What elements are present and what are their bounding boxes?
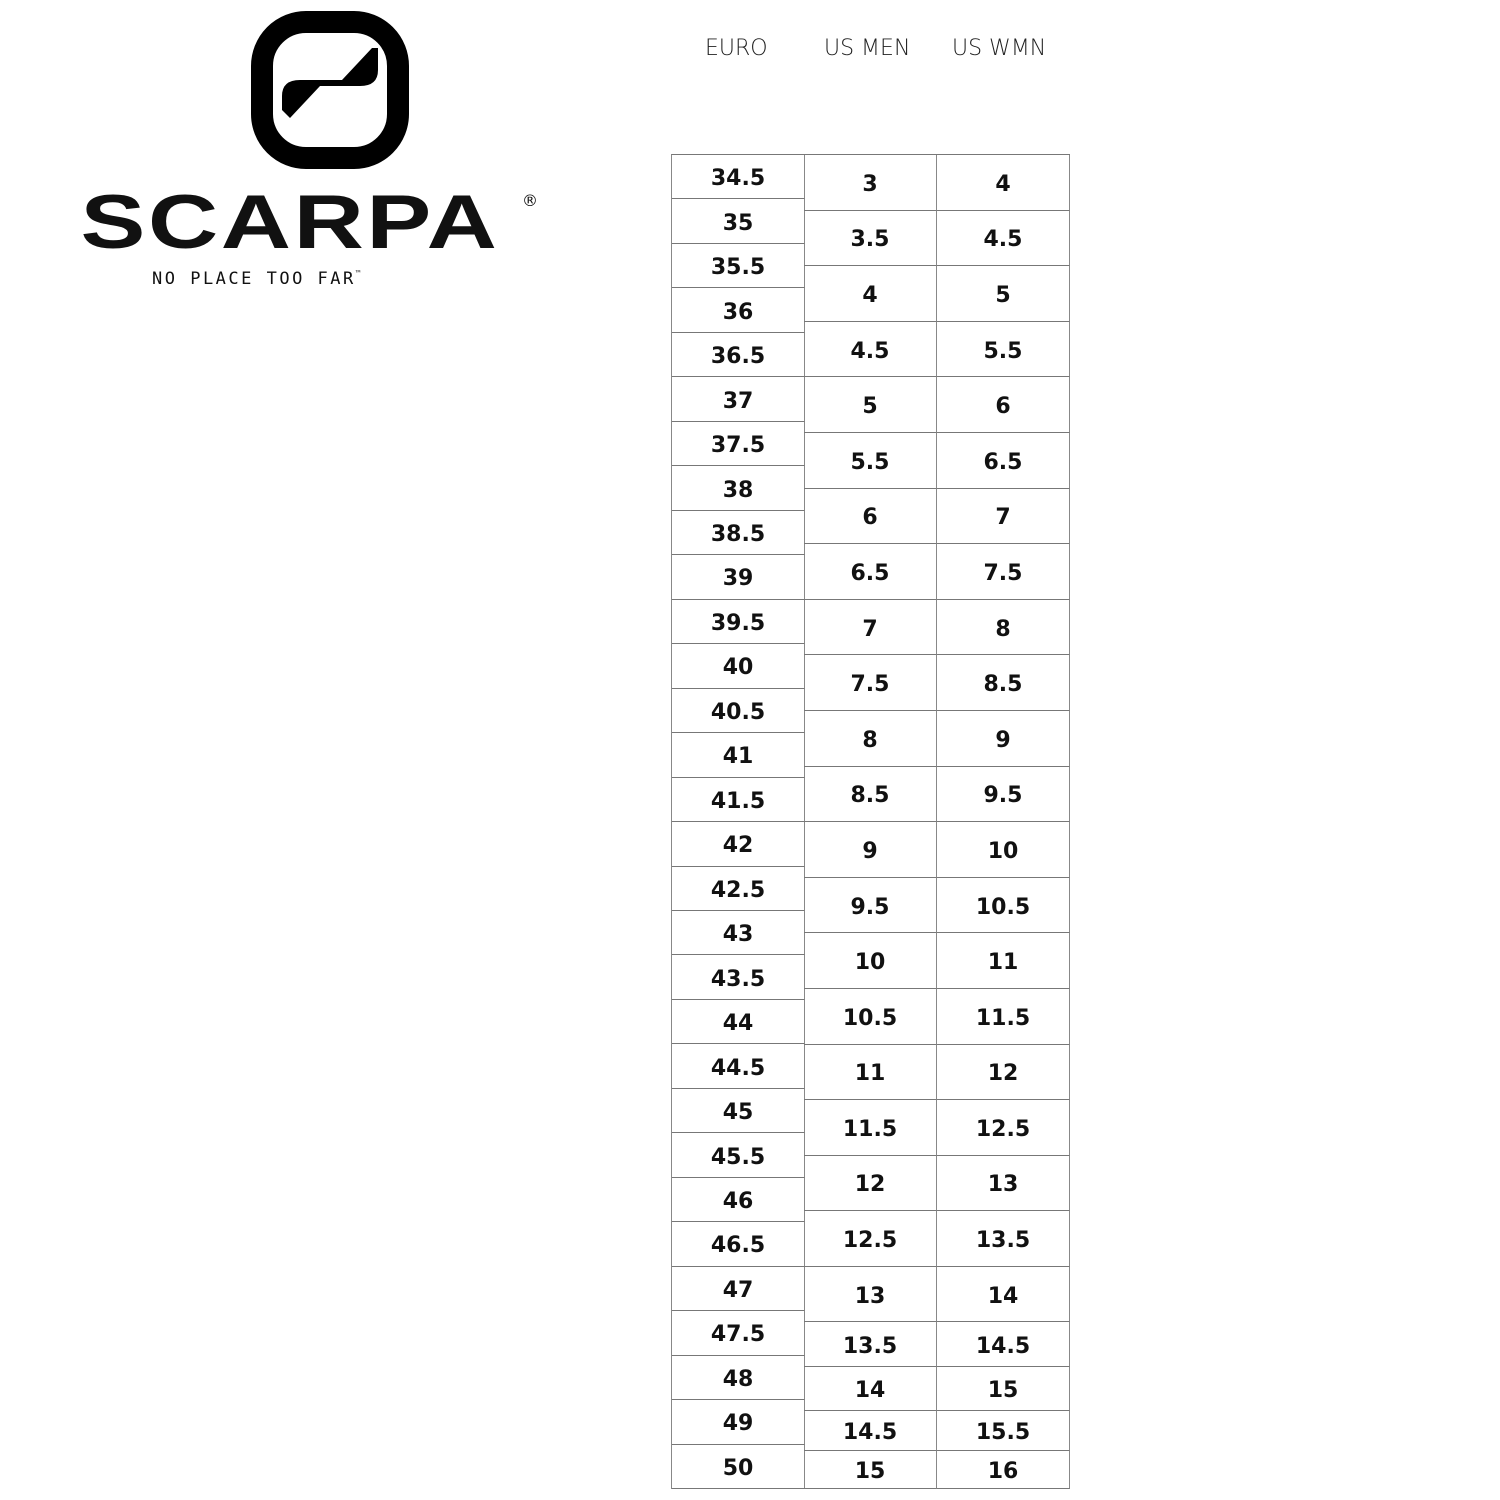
us-wmn-cell: 7.5 [937, 544, 1070, 600]
us-men-cell: 7 [804, 600, 937, 656]
us-men-cell: 11.5 [804, 1100, 937, 1156]
us-men-cell: 5 [804, 377, 937, 433]
euro-cell: 36.5 [672, 333, 805, 377]
us-wmn-cell: 6.5 [937, 433, 1070, 489]
euro-cell: 47.5 [672, 1311, 805, 1355]
us-men-cell: 3 [804, 155, 937, 211]
us-wmn-cell: 14.5 [937, 1322, 1070, 1367]
euro-cell: 43 [672, 911, 805, 955]
us-men-cell: 14.5 [804, 1411, 937, 1451]
euro-cell: 40.5 [672, 689, 805, 733]
us-wmn-column [937, 154, 1070, 1489]
us-men-cell: 3.5 [804, 211, 937, 267]
euro-cell: 35.5 [672, 244, 805, 288]
euro-cell: 44.5 [672, 1044, 805, 1088]
euro-cell: 42 [672, 822, 805, 866]
euro-cell: 45 [672, 1089, 805, 1133]
us-men-cell: 12 [804, 1156, 937, 1212]
us-wmn-cell: 10 [937, 822, 1070, 878]
euro-cell: 44 [672, 1000, 805, 1044]
euro-cell: 41.5 [672, 778, 805, 822]
us-men-cell: 7.5 [804, 655, 937, 711]
euro-cell: 45.5 [672, 1133, 805, 1177]
euro-cell: 46 [672, 1178, 805, 1222]
us-wmn-cell: 7 [937, 489, 1070, 545]
euro-column [671, 154, 805, 1489]
us-wmn-cell: 5 [937, 266, 1070, 322]
scarpa-emblem-icon [250, 10, 410, 170]
euro-cell: 49 [672, 1400, 805, 1444]
us-wmn-cell: 10.5 [937, 878, 1070, 934]
euro-cell: 39.5 [672, 600, 805, 644]
us-men-cell: 8 [804, 711, 937, 767]
euro-cell: 36 [672, 288, 805, 332]
registered-mark: ® [522, 191, 538, 210]
trademark: ™ [355, 269, 364, 278]
euro-cell: 47 [672, 1267, 805, 1311]
scarpa-logo [40, 5, 540, 295]
euro-cell: 37 [672, 377, 805, 421]
us-men-cell: 6 [804, 489, 937, 545]
us-wmn-cell: 8 [937, 600, 1070, 656]
us-wmn-cell: 11 [937, 933, 1070, 989]
euro-cell: 48 [672, 1356, 805, 1400]
euro-cell: 38 [672, 466, 805, 510]
us-men-cell: 10 [804, 933, 937, 989]
us-men-cell: 9 [804, 822, 937, 878]
us-wmn-cell: 15 [937, 1367, 1070, 1411]
euro-cell: 41 [672, 733, 805, 777]
tagline [152, 269, 363, 289]
us-men-cell: 11 [804, 1045, 937, 1101]
us-men-cell: 13 [804, 1267, 937, 1323]
us-wmn-cell: 9 [937, 711, 1070, 767]
euro-cell: 35 [672, 199, 805, 243]
us-wmn-cell: 4.5 [937, 211, 1070, 267]
us-men-cell: 4.5 [804, 322, 937, 378]
us-wmn-cell: 6 [937, 377, 1070, 433]
euro-cell: 42.5 [672, 867, 805, 911]
us-wmn-cell: 15.5 [937, 1411, 1070, 1451]
us-wmn-cell: 13.5 [937, 1211, 1070, 1267]
us-men-cell: 10.5 [804, 989, 937, 1045]
brand-name: SCARPA [80, 180, 500, 265]
euro-cell: 37.5 [672, 422, 805, 466]
us-wmn-cell: 12.5 [937, 1100, 1070, 1156]
us-wmn-cell: 14 [937, 1267, 1070, 1323]
euro-cell: 46.5 [672, 1222, 805, 1266]
euro-cell: 40 [672, 644, 805, 688]
header-us-men: US MEN [824, 36, 911, 61]
header-us-wmn: US WMN [952, 36, 1047, 61]
us-men-cell: 9.5 [804, 878, 937, 934]
us-wmn-cell: 12 [937, 1045, 1070, 1101]
euro-cell: 43.5 [672, 955, 805, 999]
euro-cell: 34.5 [672, 155, 805, 199]
us-wmn-cell: 16 [937, 1451, 1070, 1489]
header-euro: EURO [705, 36, 768, 61]
us-men-cell: 15 [804, 1451, 937, 1489]
us-men-cell: 6.5 [804, 544, 937, 600]
us-men-column [804, 154, 937, 1489]
us-men-cell: 4 [804, 266, 937, 322]
us-men-cell: 5.5 [804, 433, 937, 489]
us-men-cell: 14 [804, 1367, 937, 1411]
us-men-cell: 12.5 [804, 1211, 937, 1267]
us-wmn-cell: 9.5 [937, 767, 1070, 823]
euro-cell: 39 [672, 555, 805, 599]
us-wmn-cell: 11.5 [937, 989, 1070, 1045]
us-wmn-cell: 5.5 [937, 322, 1070, 378]
euro-cell: 38.5 [672, 511, 805, 555]
euro-cell: 50 [672, 1445, 805, 1489]
us-wmn-cell: 8.5 [937, 655, 1070, 711]
tagline-text: NO PLACE TOO FAR [152, 269, 356, 289]
us-wmn-cell: 13 [937, 1156, 1070, 1212]
us-wmn-cell: 4 [937, 155, 1070, 211]
us-men-cell: 8.5 [804, 767, 937, 823]
us-men-cell: 13.5 [804, 1322, 937, 1367]
